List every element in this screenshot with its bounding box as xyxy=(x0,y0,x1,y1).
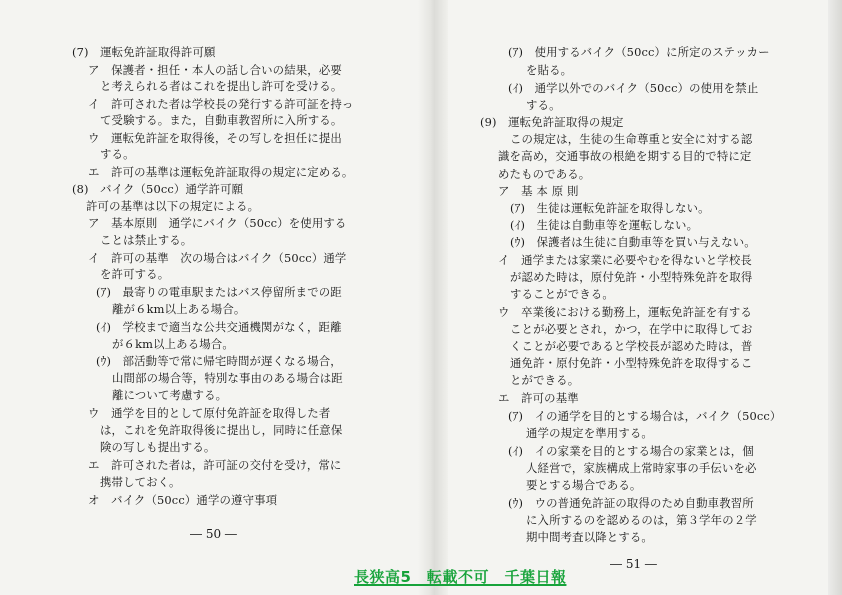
left-line: ウ 通学を目的として原付免許証を取得した者 xyxy=(88,406,331,420)
left-line: (7) 運転免許証取得許可願 xyxy=(72,45,216,59)
right-line: 識を高め，交通事故の根絶を期する目的で特に定 xyxy=(498,149,752,163)
left-line: 離が６km以上ある場合。 xyxy=(112,302,246,316)
right-line: 通免許・原付免許・小型特殊免許を取得するこ xyxy=(510,356,753,370)
left-page xyxy=(0,0,420,595)
left-page-number: ― 50 ― xyxy=(190,527,237,541)
right-line: (ｲ) 生徒は自動車等を運転しない。 xyxy=(510,218,699,232)
right-line: 通学の規定を準用する。 xyxy=(526,426,653,440)
left-line: ア 保護者・担任・本人の話し合いの結果，必要 xyxy=(88,63,342,77)
left-line: (8) バイク（50cc）通学許可願 xyxy=(72,182,244,196)
left-line: (ｱ) 最寄りの電車駅またはバス停留所までの距 xyxy=(96,285,342,299)
left-line: 険の写しも提出する。 xyxy=(100,440,216,454)
left-line: 携帯しておく。 xyxy=(100,475,181,489)
reprint-notice: 長狭高5 転載不可 千葉日報 xyxy=(354,568,567,586)
book-gutter xyxy=(418,0,448,595)
right-line: (ｱ) 使用するバイク（50cc）に所定のステッカー xyxy=(508,45,770,59)
right-line: に入所するのを認めるのは，第３学年の２学 xyxy=(526,513,757,527)
right-line: イ 通学または家業に必要やむを得ないと学校長 xyxy=(498,253,752,267)
left-line: オ バイク（50cc）通学の遵守事項 xyxy=(88,493,278,507)
right-line: エ 許可の基準 xyxy=(498,391,579,405)
right-line: (ｳ) 保護者は生徒に自動車等を買い与えない。 xyxy=(510,235,756,249)
left-line: を許可する。 xyxy=(100,267,170,281)
right-line: ア 基 本 原 則 xyxy=(498,184,579,198)
right-line: (ｲ) 通学以外でのバイク（50cc）の使用を禁止 xyxy=(508,81,759,95)
right-line: (9) 運転免許証取得の規定 xyxy=(480,115,624,129)
right-line: 人経営で，家族構成上常時家事の手伝いを必 xyxy=(526,461,757,475)
left-line: エ 許可の基準は運転免許証取得の規定に定める。 xyxy=(88,165,354,179)
left-line: が６km以上ある場合。 xyxy=(112,337,234,351)
right-line: ことが必要とされ，かつ，在学中に取得してお xyxy=(510,322,753,336)
left-line: ウ 運転免許証を取得後，その写しを担任に提出 xyxy=(88,131,342,145)
right-line: (ｲ) イの家業を目的とする場合の家業とは，個 xyxy=(508,444,754,458)
left-line: (ｳ) 部活動等で常に帰宅時間が遅くなる場合， xyxy=(96,354,342,368)
right-line: この規定は，生徒の生命尊重と安全に対する認 xyxy=(510,132,753,146)
right-page xyxy=(448,0,828,595)
left-line: (ｲ) 学校まで適当な公共交通機関がなく，距離 xyxy=(96,320,342,334)
left-line: ア 基本原則 通学にバイク（50cc）を使用する xyxy=(88,216,347,230)
right-line: 要とする場合である。 xyxy=(526,478,642,492)
left-line: イ 許可された者は学校長の発行する許可証を持っ xyxy=(88,97,354,111)
page-edge xyxy=(828,0,842,595)
right-line: とができる。 xyxy=(510,373,580,387)
right-line: することができる。 xyxy=(510,287,614,301)
left-line: ことは禁止する。 xyxy=(100,233,193,247)
right-line: めたものである。 xyxy=(498,167,591,181)
right-line: を貼る。 xyxy=(526,63,573,77)
left-line: て受験する。また，自動車教習所に入所する。 xyxy=(100,113,343,127)
left-line: イ 許可の基準 次の場合はバイク（50cc）通学 xyxy=(88,251,347,265)
right-page-number: ― 51 ― xyxy=(610,557,657,571)
right-line: ウ 卒業後における勤務上，運転免許証を有する xyxy=(498,305,752,319)
right-line: くことが必要であると学校長が認めた時は，普 xyxy=(510,339,753,353)
right-line: が認めた時は，原付免許・小型特殊免許を取得 xyxy=(510,270,753,284)
left-line: エ 許可された者は，許可証の交付を受け，常に xyxy=(88,458,342,472)
left-line: 山間部の場合等，特別な事由のある場合は距 xyxy=(112,371,343,385)
right-line: (ｳ) ウの普通免許証の取得のため自動車教習所 xyxy=(508,496,754,510)
left-line: する。 xyxy=(100,147,135,161)
left-line: 許可の基準は以下の規定による。 xyxy=(86,199,260,213)
left-line: 離について考慮する。 xyxy=(112,388,228,402)
right-line: 期中間考査以降とする。 xyxy=(526,530,653,544)
left-line: は，これを免許取得後に提出し，同時に任意保 xyxy=(100,423,343,437)
left-line: と考えられる者はこれを提出し許可を受ける。 xyxy=(100,79,343,93)
right-line: (ｱ) イの通学を目的とする場合は，バイク（50cc） xyxy=(508,409,782,423)
right-line: (ｱ) 生徒は運転免許証を取得しない。 xyxy=(510,201,710,215)
right-line: する。 xyxy=(526,98,561,112)
